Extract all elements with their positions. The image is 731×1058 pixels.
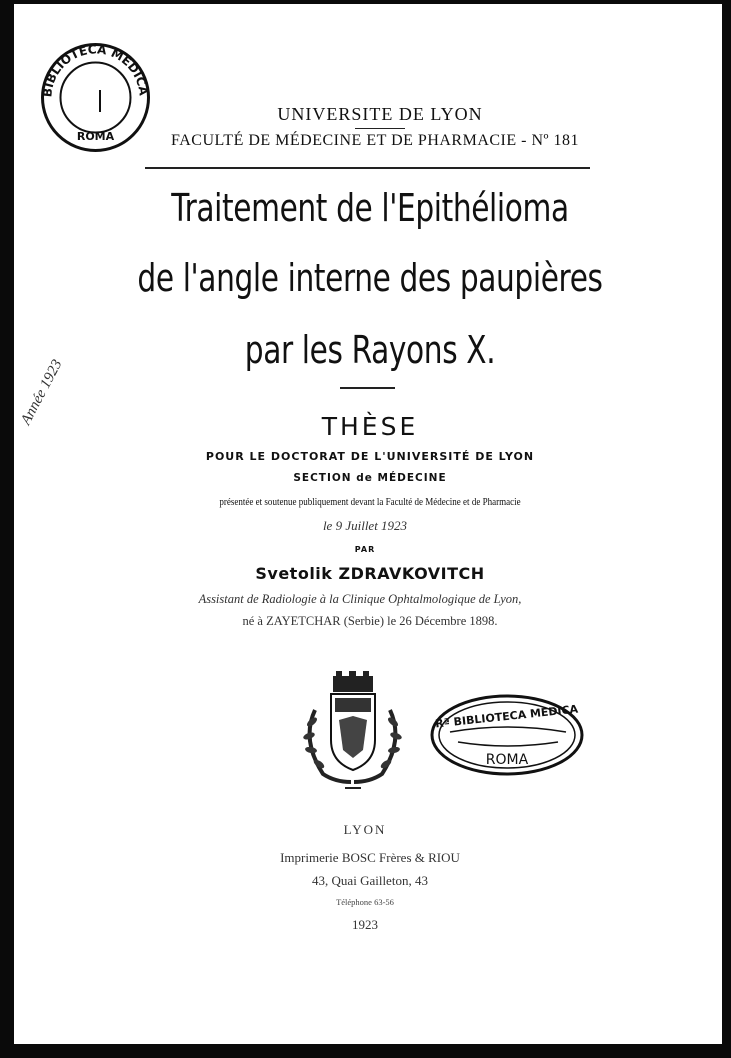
imprint-year: 1923	[352, 917, 378, 932]
university-heading: UNIVERSITE DE LYON	[277, 104, 483, 124]
title-line-2: de l'angle interne des paupières	[137, 256, 603, 300]
title-divider	[340, 387, 395, 389]
by-label: PAR	[354, 545, 376, 554]
library-stamp-round-icon	[38, 40, 153, 155]
imprint-printer: Imprimerie BOSC Frères & RIOU	[280, 850, 460, 865]
title-line-3: par les Rayons X.	[244, 328, 496, 372]
oval-stamp-top-text: Rª BIBLIOTECA MEDICA	[434, 702, 579, 731]
doctorate-line: POUR LE DOCTORAT DE L'UNIVERSITÉ DE LYON	[205, 450, 535, 463]
city-coat-of-arms-icon	[295, 670, 410, 795]
thesis-label: THÈSE	[321, 412, 419, 441]
library-stamp-oval-icon	[428, 692, 586, 778]
author-title: Assistant de Radiologie à la Clinique Ophtalmologique de Lyon,	[198, 592, 522, 606]
scan-border-left	[0, 0, 14, 1058]
handwritten-note: Année 1923	[18, 357, 66, 428]
imprint-city: LYON	[343, 822, 387, 837]
presented-line: présentée et soutenue publiquement devant la Faculté de Médecine et de Pharmacie	[219, 496, 521, 508]
round-stamp-center: ROMA	[76, 130, 115, 143]
section-line: SECTION de MÉDECINE	[293, 472, 447, 484]
author-name: Svetolik ZDRAVKOVITCH	[255, 564, 485, 583]
scan-border-bottom	[0, 1044, 731, 1058]
round-stamp-text: BIBLIOTECA MEDICA	[40, 42, 151, 98]
faculty-heading: FACULTÉ DE MÉDECINE ET DE PHARMACIE - Nº 181	[171, 132, 579, 149]
university-underline	[355, 128, 405, 129]
scan-border-top	[0, 0, 731, 4]
scan-border-right	[722, 0, 731, 1058]
author-birth: né à ZAYETCHAR (Serbie) le 26 Décembre 1898.	[242, 614, 498, 628]
oval-stamp-bottom-text: ROMA	[485, 752, 529, 768]
svg-text:BIBLIOTECA MEDICA	[40, 42, 150, 98]
imprint-phone: Téléphone 63-56	[336, 897, 394, 907]
defense-date: le 9 Juillet 1923	[322, 518, 408, 533]
header-rule	[145, 167, 590, 169]
title-line-1: Traitement de l'Epithélioma	[171, 186, 569, 230]
imprint-address: 43, Quai Gailleton, 43	[312, 873, 428, 888]
